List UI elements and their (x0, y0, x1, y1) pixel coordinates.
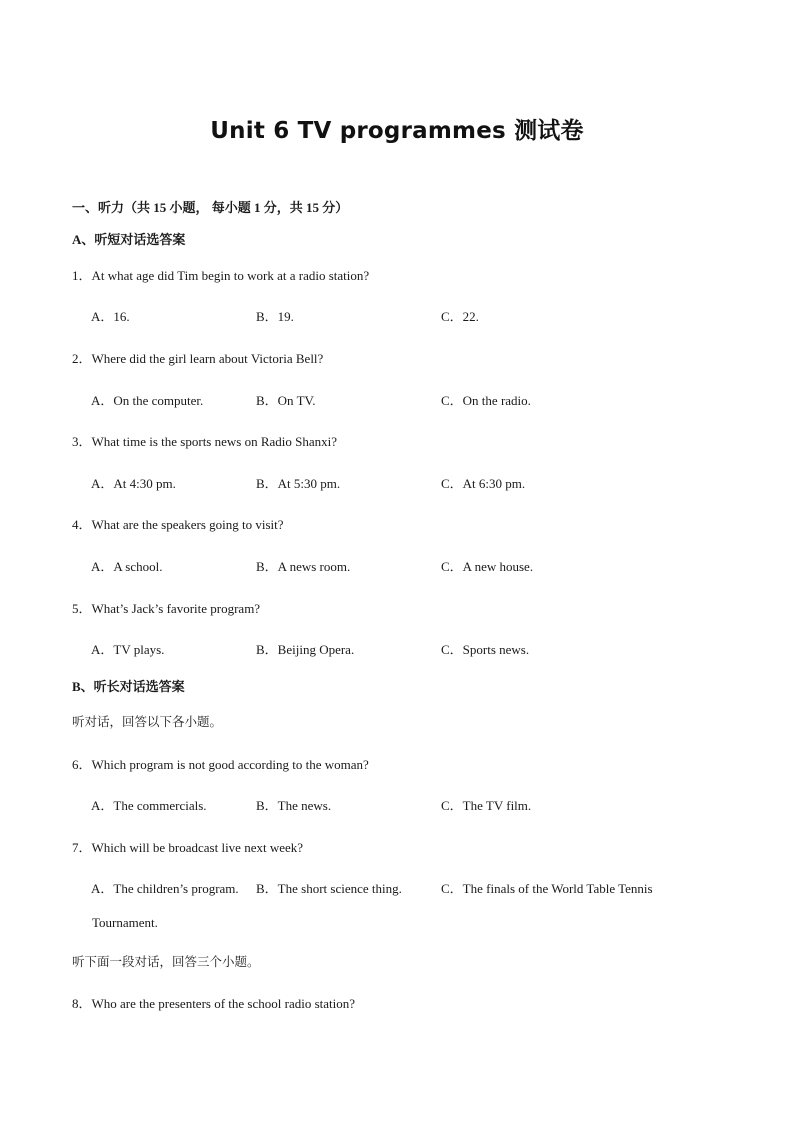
instruction-1: 听对话，回答以下各小题。 (72, 714, 223, 729)
part-a-heading: A、听短对话选答案 (72, 232, 186, 247)
instruction-2: 听下面一段对话，回答三个小题。 (72, 954, 260, 969)
q2-option-a: A．On the computer. (91, 393, 204, 408)
q6-option-b: B．The news. (256, 798, 332, 813)
q7-option-a: A．The children’s program. (91, 881, 239, 896)
question-8: 8．Who are the presenters of the school radio station? (72, 996, 356, 1011)
question-1: 1．At what age did Tim begin to work at a radio station? (72, 268, 370, 283)
question-3: 3．What time is the sports news on Radio Shanxi? (72, 434, 338, 449)
q3-option-c: C．At 6:30 pm. (441, 476, 526, 491)
q2-option-b: B．On TV. (256, 393, 316, 408)
question-7: 7．Which will be broadcast live next week? (72, 840, 304, 855)
q5-option-a: A．TV plays. (91, 642, 165, 657)
q1-option-b: B．19. (256, 309, 294, 324)
part-b-heading: B、听长对话选答案 (72, 679, 185, 694)
q3-option-b: B．At 5:30 pm. (256, 476, 341, 491)
q2-option-c: C．On the radio. (441, 393, 531, 408)
q4-option-b: B．A news room. (256, 559, 351, 574)
section-heading: 一、听力（共 15 小题， 每小题 1 分，共 15 分） (72, 200, 349, 215)
question-5: 5．What’s Jack’s favorite program? (72, 601, 261, 616)
q7-option-c: C．The finals of the World Table Tennis (441, 881, 653, 896)
q3-option-a: A．At 4:30 pm. (91, 476, 176, 491)
q6-option-c: C．The TV film. (441, 798, 532, 813)
q5-option-b: B．Beijing Opera. (256, 642, 355, 657)
question-6: 6．Which program is not good according to the woman? (72, 757, 369, 772)
q4-option-a: A．A school. (91, 559, 163, 574)
question-2: 2．Where did the girl learn about Victoria Bell? (72, 351, 324, 366)
q1-option-c: C．22. (441, 309, 479, 324)
q7-option-b: B．The short science thing. (256, 881, 402, 896)
q7-option-c-continued: Tournament. (92, 915, 158, 930)
q5-option-c: C．Sports news. (441, 642, 530, 657)
q6-option-a: A．The commercials. (91, 798, 207, 813)
question-4: 4．What are the speakers going to visit? (72, 517, 284, 532)
page-title: Unit 6 TV programmes 测试卷 (210, 118, 584, 144)
q4-option-c: C．A new house. (441, 559, 534, 574)
q1-option-a: A．16. (91, 309, 130, 324)
